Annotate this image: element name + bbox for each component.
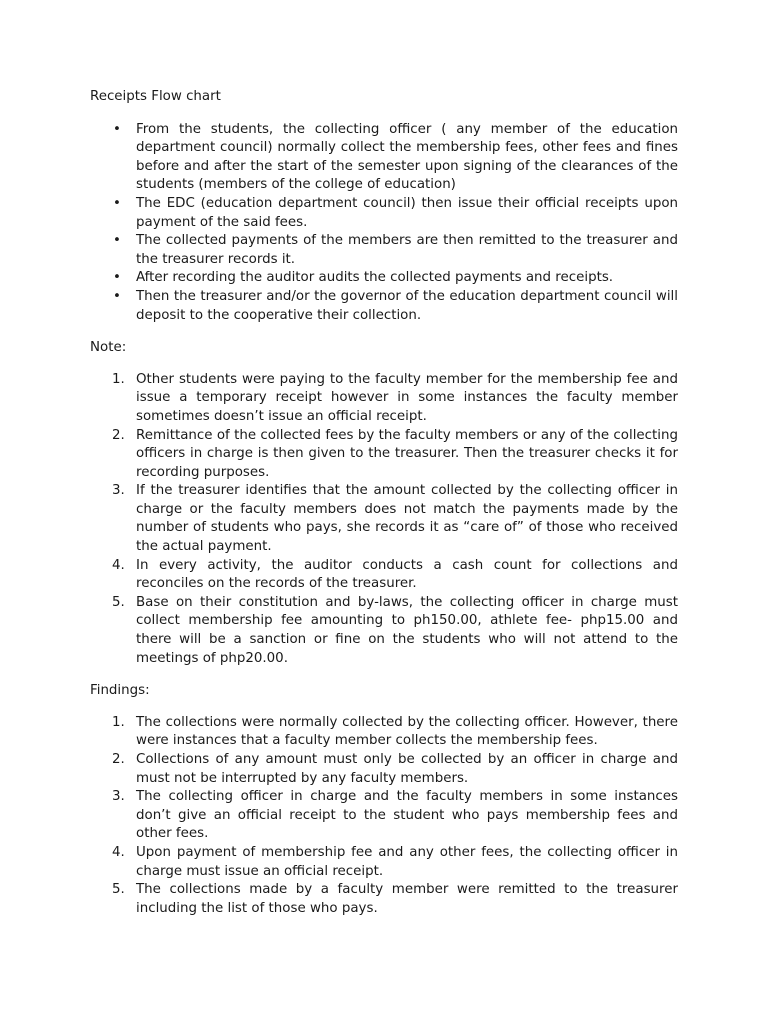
note-text: If the treasurer identifies that the amount collected by the collecting officer in charge or the faculty members does not match the payments made by the number of students who pays, she records it as “care of” of those who received the actual payment. <box>136 483 678 555</box>
note-text: In every activity, the auditor conducts a cash count for collections and reconciles on the records of the treasurer. <box>136 557 678 592</box>
item-number: 2. <box>112 427 125 443</box>
finding-item <box>112 751 678 788</box>
finding-item <box>112 788 678 844</box>
note-item <box>112 594 678 668</box>
item-number: 1. <box>112 714 125 730</box>
bullet-item <box>113 195 678 232</box>
bullet-item <box>113 288 678 325</box>
findings-list <box>90 714 678 919</box>
note-item <box>112 482 678 556</box>
bullet-item <box>113 232 678 269</box>
finding-text: Collections of any amount must only be collected by an officer in charge and must not be interrupted by any faculty members. <box>136 752 678 786</box>
note-heading: Note: <box>90 340 127 356</box>
bullet-icon: • <box>113 270 121 286</box>
bullet-text: The collected payments of the members are then remitted to the treasurer and the treasurer records it. <box>136 233 678 267</box>
bullet-text: Then the treasurer and/or the governor of the education department council will deposit to the cooperative their collection. <box>136 288 678 323</box>
finding-text: The collections made by a faculty member were remitted to the treasurer including the list of those who pays. <box>136 882 678 916</box>
bullet-icon: • <box>113 195 121 211</box>
note-item <box>112 557 678 594</box>
findings-heading: Findings: <box>90 683 150 699</box>
page-title: Receipts Flow chart <box>90 89 221 104</box>
item-number: 2. <box>112 752 125 767</box>
bullet-icon: • <box>113 233 121 249</box>
item-number: 3. <box>112 483 125 499</box>
bullet-item <box>113 121 678 195</box>
bullet-text: The EDC (education department council) then issue their official receipts upon payment of the said fees. <box>136 195 678 230</box>
bullet-icon: • <box>113 121 121 137</box>
note-text: Other students were paying to the faculty member for the membership fee and issue a temporary receipt however in some instances the faculty member sometimes doesn’t issue an official receipt. <box>136 371 678 424</box>
item-number: 4. <box>112 557 125 573</box>
bullet-text: From the students, the collecting officer ( any member of the education department council) normally collect the membership fees, other fees and fines before and after the start of the semester upon signing of the clearances of the students (members of the college of education) <box>136 121 678 193</box>
document-page <box>90 88 678 932</box>
flow-bullet-list <box>90 121 678 326</box>
finding-text: The collections were normally collected by the collecting officer. However, there were instances that a faculty member collects the membership fees. <box>136 714 678 749</box>
finding-item <box>112 881 678 918</box>
finding-item <box>112 844 678 881</box>
item-number: 5. <box>112 882 125 898</box>
finding-text: The collecting officer in charge and the faculty members in some instances don’t give an official receipt to the student who pays membership fees and other fees. <box>136 789 678 842</box>
bullet-text: After recording the auditor audits the collected payments and receipts. <box>136 270 614 286</box>
finding-item <box>112 714 678 751</box>
finding-text: Upon payment of membership fee and any other fees, the collecting officer in charge must issue an official receipt. <box>136 844 678 879</box>
item-number: 1. <box>112 371 125 387</box>
note-item <box>112 371 678 427</box>
note-list <box>90 371 678 669</box>
note-text: Base on their constitution and by-laws, the collecting officer in charge must collect membership fee amounting to ph150.00, athlete fee- php15.00 and there will be a sanction or fine on the students who will not attend to the meetings of php20.00. <box>136 594 678 666</box>
note-item <box>112 427 678 483</box>
item-number: 3. <box>112 789 125 805</box>
item-number: 5. <box>112 594 125 610</box>
bullet-icon: • <box>113 288 121 304</box>
note-text: Remittance of the collected fees by the faculty members or any of the collecting officers in charge is then given to the treasurer. Then the treasurer checks it for recording purposes. <box>136 427 678 480</box>
item-number: 4. <box>112 844 125 860</box>
bullet-item <box>113 269 678 288</box>
